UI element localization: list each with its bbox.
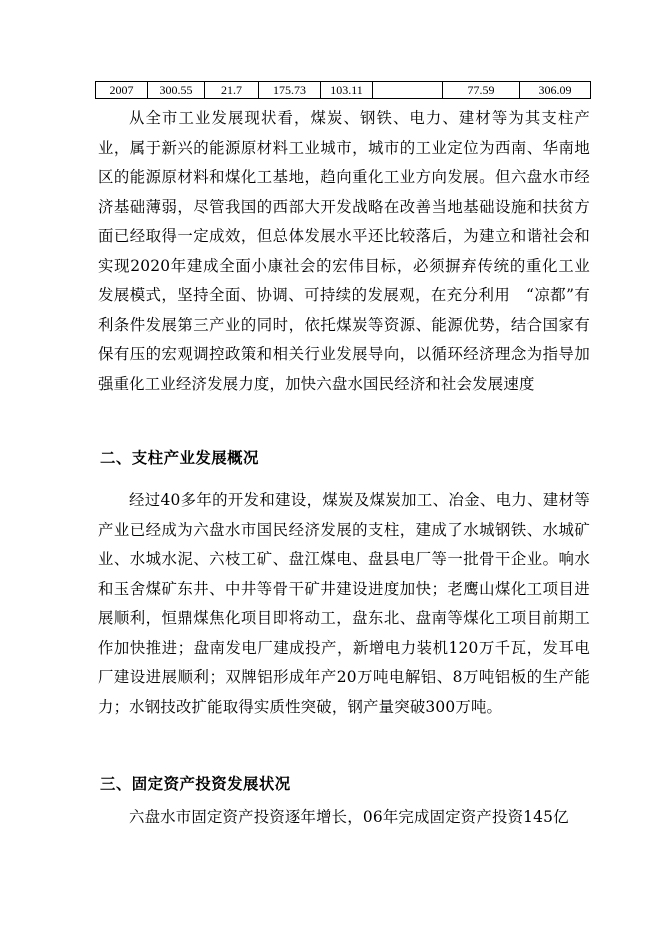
table-row <box>96 82 591 99</box>
table-cell: 306.09 <box>520 82 591 99</box>
section-heading-fixed-asset-investment: 三、固定资产投资发展状况 <box>100 775 291 793</box>
table-cell: 300.55 <box>148 82 205 99</box>
data-table <box>95 81 591 99</box>
paragraph-pillar-industries: 经过40多年的开发和建设，煤炭及煤炭加工、冶金、电力、建材等产业已经成为六盘水市国民经济发展的支柱，建成了水城钢铁、水城矿业、水城水泥、六枝工矿、盘江煤电、盘县电厂等一批骨干企业。响水和玉舍煤矿东井、中井等骨干矿井建设进度加快；老鹰山煤化工项目进展顺利，恒鼎煤焦化项目即将动工，盘东北、盘南等煤化工项目前期工作加快推进；盘南发电厂建成投产，新增电力装机120万千瓦，发耳电厂建设进展顺利；双牌铝形成年产20万吨电解铝、8万吨铝板的生产能力；水钢技改扩能取得实质性突破，钢产量突破300万吨。 <box>98 491 590 716</box>
table-cell-empty <box>373 82 443 99</box>
paragraph-fixed-asset-investment: 六盘水市固定资产投资逐年增长，06年完成固定资产投资145亿 <box>129 808 569 826</box>
section-heading-pillar-industries: 二、支柱产业发展概况 <box>100 449 259 467</box>
table-cell-year: 2007 <box>96 82 148 99</box>
paragraph-industry-status: 从全市工业发展现状看，煤炭、钢铁、电力、建材等为其支柱产业，属于新兴的能源原材料工业城市，城市的工业定位为西南、华南地区的能源原材料和煤化工基地，趋向重化工业方向发展。但六盘水市经济基础薄弱，尽管我国的西部大开发战略在改善当地基础设施和扶贫方面已经取得一定成效，但总体发展水平还比较落后，为建立和谐社会和实现2020年建成全面小康社会的宏伟目标，必须摒弃传统的重化工业发展模式，坚持全面、协调、可持续的发展观，在充分利用 “凉都”有利条件发展第三产业的同时，依托煤炭等资源、能源优势，结合国家有保有压的宏观调控政策和相关行业发展导向，以循环经济理念为指导加强重化工业经济发展力度，加快六盘水国民经济和社会发展速度 <box>98 109 590 393</box>
table-cell: 77.59 <box>443 82 520 99</box>
table-cell: 103.11 <box>321 82 373 99</box>
table-cell: 21.7 <box>205 82 259 99</box>
table-cell: 175.73 <box>259 82 321 99</box>
